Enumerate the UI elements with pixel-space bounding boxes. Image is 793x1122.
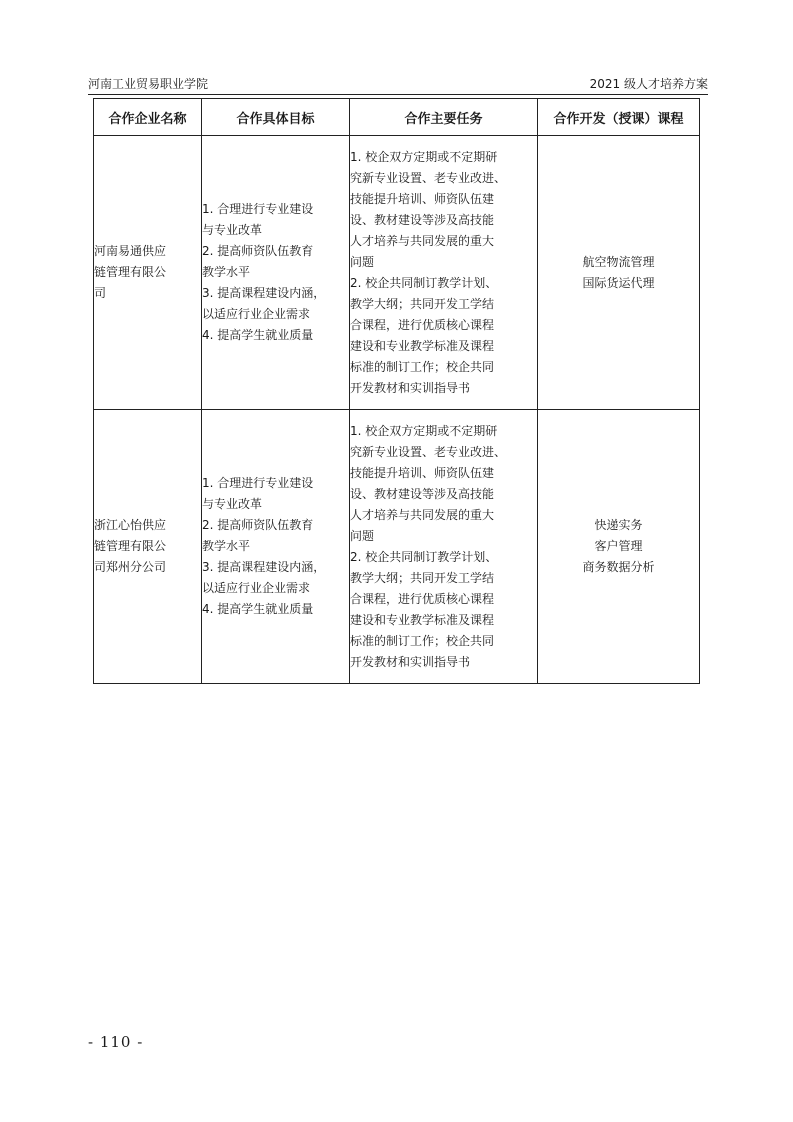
goal-line: 与专业改革 <box>202 223 263 237</box>
task-line: 合课程，进行优质核心课程 <box>350 591 495 606</box>
task-line: 设、教材建设等涉及高技能 <box>350 212 495 227</box>
program-title: 2021 级人才培养方案 <box>589 77 708 91</box>
table-row <box>94 410 700 684</box>
goal-line: 4. 提高学生就业质量 <box>202 328 314 342</box>
header-company: 合作企业名称 <box>94 99 202 136</box>
goals-cell <box>202 136 350 410</box>
page-header <box>88 74 708 96</box>
course-item: 客户管理 <box>594 539 643 553</box>
header-goals: 合作具体目标 <box>202 99 350 136</box>
task-line: 教学大纲；共同开发工学结 <box>350 570 495 585</box>
header-courses: 合作开发（授课）课程 <box>538 99 700 136</box>
company-cell <box>94 410 202 684</box>
goals-cell <box>202 410 350 684</box>
goal-line: 3. 提高课程建设内涵， <box>202 286 326 300</box>
task-line: 1. 校企双方定期或不定期研 <box>350 149 498 164</box>
page-number: - 110 - <box>88 1033 144 1051</box>
task-line: 合课程，进行优质核心课程 <box>350 317 495 332</box>
company-line: 链管理有限公 <box>94 539 167 553</box>
task-line: 教学大纲；共同开发工学结 <box>350 296 495 311</box>
course-item: 商务数据分析 <box>582 560 655 574</box>
task-line: 开发教材和实训指导书 <box>350 654 471 669</box>
goal-line: 3. 提高课程建设内涵， <box>202 560 326 574</box>
company-line: 司郑州分公司 <box>94 560 167 574</box>
task-line: 技能提升培训、师资队伍建 <box>350 191 495 206</box>
task-line: 究新专业设置、老专业改进、 <box>350 444 507 459</box>
goal-line: 4. 提高学生就业质量 <box>202 602 314 616</box>
task-line: 人才培养与共同发展的重大 <box>350 507 495 522</box>
goal-line: 以适应行业企业需求 <box>202 581 311 595</box>
header-tasks: 合作主要任务 <box>350 99 538 136</box>
task-line: 究新专业设置、老专业改进、 <box>350 170 507 185</box>
company-line: 浙江心怡供应 <box>94 518 167 532</box>
goal-line: 以适应行业企业需求 <box>202 307 311 321</box>
task-line: 问题 <box>350 254 375 269</box>
task-line: 标准的制订工作；校企共同 <box>350 633 495 648</box>
task-line: 技能提升培训、师资队伍建 <box>350 465 495 480</box>
course-item: 快递实务 <box>594 518 643 532</box>
courses-cell <box>538 136 700 410</box>
company-line: 河南易通供应 <box>94 244 167 258</box>
task-line: 1. 校企双方定期或不定期研 <box>350 423 498 438</box>
task-line: 问题 <box>350 528 375 543</box>
goal-line: 1. 合理进行专业建设 <box>202 202 314 216</box>
company-line: 司 <box>94 286 107 300</box>
course-item: 航空物流管理 <box>582 254 655 269</box>
cooperation-table <box>93 98 700 684</box>
tasks-cell <box>350 410 538 684</box>
task-line: 建设和专业教学标准及课程 <box>350 612 495 627</box>
task-line: 建设和专业教学标准及课程 <box>350 338 495 353</box>
task-line: 标准的制订工作；校企共同 <box>350 359 495 374</box>
task-line: 设、教材建设等涉及高技能 <box>350 486 495 501</box>
goal-line: 教学水平 <box>202 539 251 553</box>
goal-line: 2. 提高师资队伍教育 <box>202 244 314 258</box>
course-item: 国际货运代理 <box>582 275 655 290</box>
courses-cell <box>538 410 700 684</box>
table-header-row <box>94 99 700 136</box>
goal-line: 与专业改革 <box>202 497 263 511</box>
tasks-cell <box>350 136 538 410</box>
goal-line: 教学水平 <box>202 265 251 279</box>
goal-line: 1. 合理进行专业建设 <box>202 476 314 490</box>
task-line: 2. 校企共同制订教学计划、 <box>350 549 498 564</box>
task-line: 人才培养与共同发展的重大 <box>350 233 495 248</box>
header-divider <box>88 94 708 95</box>
task-line: 开发教材和实训指导书 <box>350 380 471 395</box>
table-row <box>94 136 700 410</box>
company-line: 链管理有限公 <box>94 265 167 279</box>
company-cell <box>94 136 202 410</box>
task-line: 2. 校企共同制订教学计划、 <box>350 275 498 290</box>
goal-line: 2. 提高师资队伍教育 <box>202 518 314 532</box>
institution-name: 河南工业贸易职业学院 <box>88 77 209 91</box>
